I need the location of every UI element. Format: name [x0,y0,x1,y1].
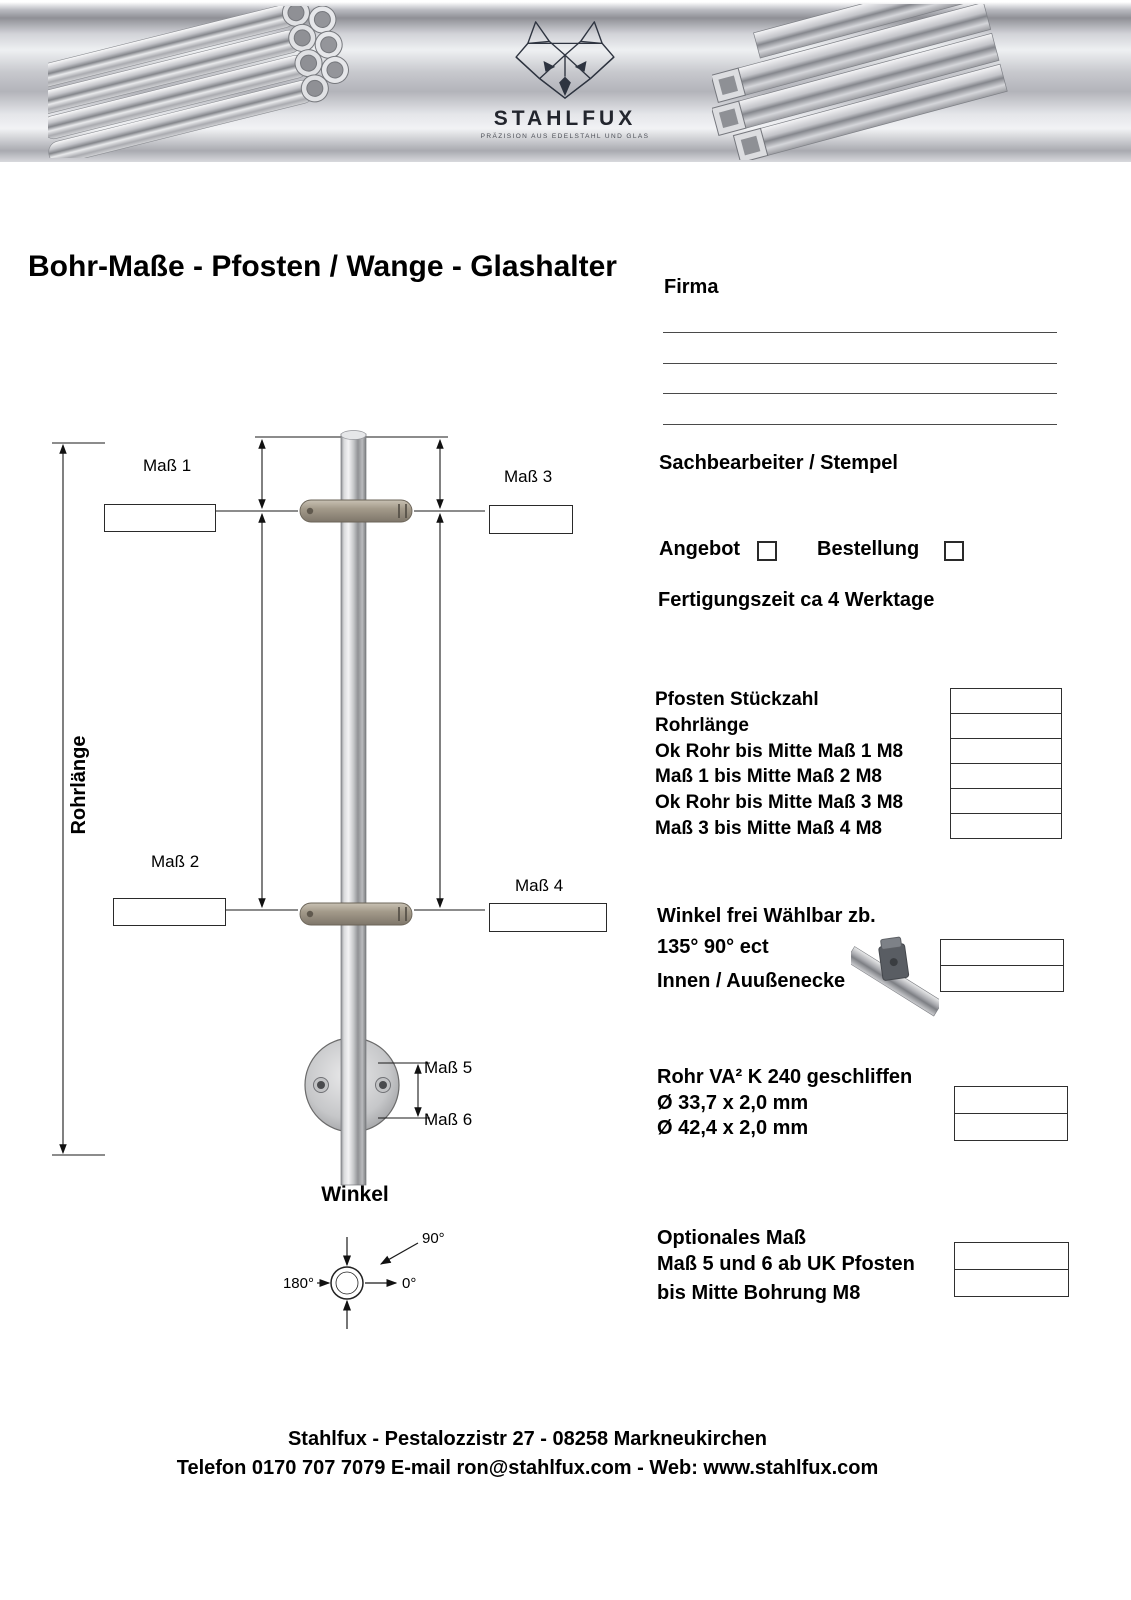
mass4-label: Maß 4 [515,876,564,895]
mass1-input-box[interactable] [104,504,216,532]
winkel-note-line3: Innen / Auußenecke [657,970,846,992]
fertigung-note: Fertigungszeit ca 4 Werktage [658,589,935,611]
footer-address: Stahlfux - Pestalozzistr 27 - 08258 Markneukirchen [287,1428,768,1450]
order-row-label: Rohrlänge [655,714,749,736]
rohr-input-cell[interactable] [954,1086,1068,1114]
mass2-input-box[interactable] [113,898,226,926]
fox-logo-icon [505,16,625,104]
order-rows [655,687,903,842]
mass2-label: Maß 2 [151,852,200,871]
angebot-checkbox[interactable] [757,541,777,561]
winkel-input-table [940,940,1064,992]
glass-holder-top [300,500,412,522]
order-input-cell[interactable] [950,763,1062,789]
firma-write-line[interactable] [663,393,1057,394]
order-row-label: Maß 3 bis Mitte Maß 4 M8 [655,817,882,839]
optional-line1: Optionales Maß [657,1227,806,1249]
firma-write-line[interactable] [663,424,1057,425]
angebot-label: Angebot [659,538,741,560]
brand-tagline: PRÄZISION AUS EDELSTAHL UND GLAS [480,133,650,140]
winkel-diagram-title: Winkel [321,1183,389,1206]
order-input-cell[interactable] [950,713,1062,739]
rohrlaenge-label: Rohrlänge [68,735,90,835]
mass1-label: Maß 1 [143,456,192,475]
winkel-note-line2: 135° 90° ect [657,936,769,958]
mass5-label: Maß 5 [424,1058,473,1077]
bestellung-checkbox[interactable] [944,541,964,561]
mass4-input-box[interactable] [489,903,607,932]
mass3-label: Maß 3 [504,467,553,486]
order-row-label: Ok Rohr bis Mitte Maß 1 M8 [655,740,904,762]
round-tubes-image [48,6,360,158]
optional-input-cell[interactable] [954,1242,1069,1270]
order-input-cell[interactable] [950,738,1062,764]
order-row-label: Ok Rohr bis Mitte Maß 3 M8 [655,792,904,814]
page-title: Bohr-Maße - Pfosten / Wange - Glashalter [28,250,617,283]
winkel-input-cell[interactable] [940,965,1064,992]
optional-input-table [954,1243,1069,1297]
order-row-label: Pfosten Stückzahl [655,689,819,710]
firma-label: Firma [664,276,719,298]
glass-holder-bottom [300,903,412,925]
bestellung-label: Bestellung [817,538,920,560]
deg-90-label: 90° [422,1230,445,1247]
rohr-line2: Ø 33,7 x 2,0 mm [657,1092,809,1114]
winkel-note-line1: Winkel frei Wählbar zb. [657,905,876,927]
optional-line3: bis Mitte Bohrung M8 [657,1282,861,1304]
deg-180-label: 180° [282,1275,314,1292]
deg-0-label: 0° [402,1275,417,1292]
brand-logo-block [455,16,675,156]
square-tubes-image [712,4,1016,160]
sachbearbeiter-label: Sachbearbeiter / Stempel [659,452,898,474]
rohr-line3: Ø 42,4 x 2,0 mm [657,1117,809,1139]
rohr-line1: Rohr VA² K 240 geschliffen [657,1066,913,1088]
optional-line2: Maß 5 und 6 ab UK Pfosten [657,1253,915,1275]
brand-name: STAHLFUX [493,107,637,130]
mass6-label: Maß 6 [424,1110,473,1129]
footer-contact[interactable]: Telefon 0170 707 7079 E-mail ron@stahlfux.com - Web: www.stahlfux.com [176,1457,879,1479]
winkel-input-cell[interactable] [940,939,1064,966]
rohr-input-cell[interactable] [954,1113,1068,1141]
left-dimension-chain [215,440,298,910]
order-row-label: Maß 1 bis Mitte Maß 2 M8 [655,766,882,788]
right-dimension-chain [414,440,485,910]
mass3-input-box[interactable] [489,505,573,534]
corner-clamp-image [851,931,939,1029]
post-tube [341,431,366,1186]
firma-write-line[interactable] [663,332,1057,333]
order-input-cell[interactable] [950,813,1062,839]
optional-input-cell[interactable] [954,1269,1069,1297]
angle-diagram [283,1230,445,1329]
order-input-cell[interactable] [950,788,1062,814]
order-input-table [950,689,1062,839]
rohr-input-table [954,1087,1068,1141]
order-input-cell[interactable] [950,688,1062,714]
firma-write-line[interactable] [663,363,1057,364]
